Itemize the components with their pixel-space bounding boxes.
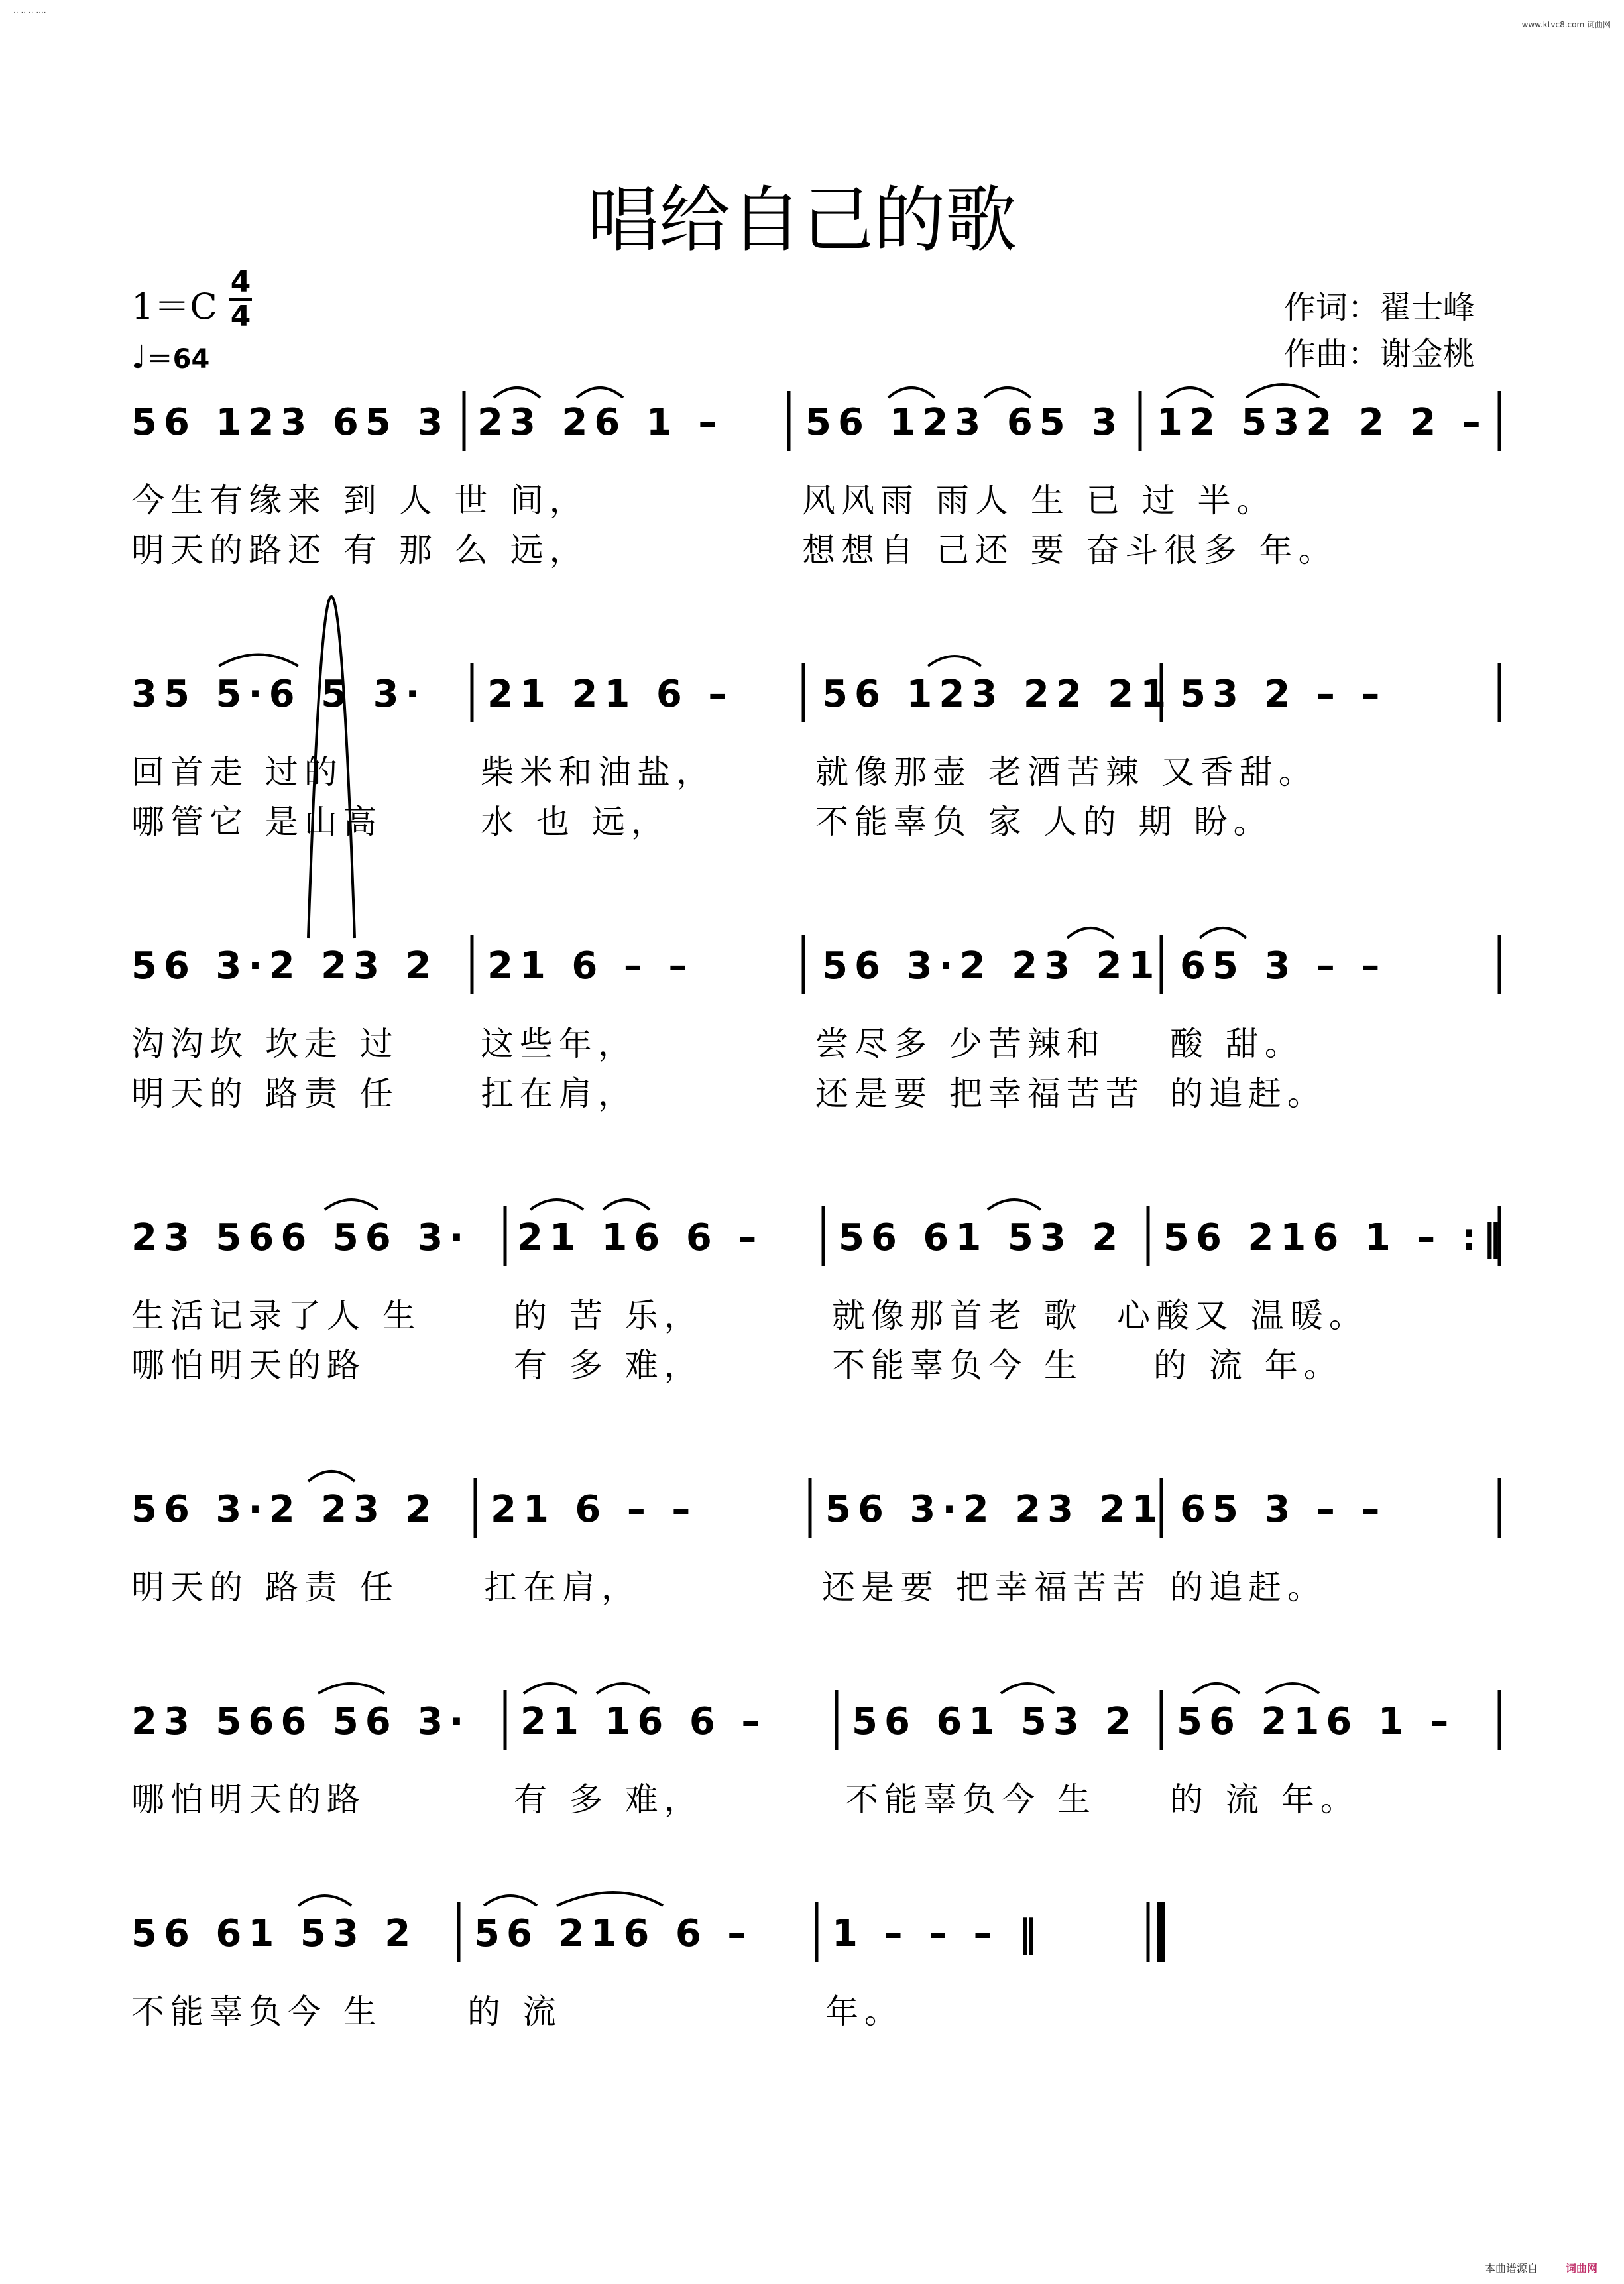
system-3-measure-4: 65 3 – – bbox=[1180, 944, 1387, 988]
system-5-measure-3: 56 3·2 23 21 bbox=[825, 1488, 1165, 1531]
system-5-lyrics-a3: 还是要 把幸福苦苦 bbox=[822, 1568, 1151, 1607]
system-2-lyrics-b1: 哪管它 是山高 bbox=[131, 803, 382, 841]
system-3-measure-2: 21 6 – – bbox=[487, 944, 694, 988]
system-3-measure-3: 56 3·2 23 21 bbox=[822, 944, 1161, 988]
system-5-lyrics-a4: 的追赶。 bbox=[1170, 1568, 1326, 1607]
system-4-measure-4: 56 216 1 – :‖ bbox=[1163, 1216, 1509, 1259]
system-7-lyrics-a3: 年。 bbox=[825, 1992, 903, 2031]
system-2-measure-2: 21 21 6 – bbox=[487, 673, 734, 716]
system-6-lyrics-a2: 有 多 难， bbox=[514, 1780, 703, 1819]
system-2-lyrics-b2: 水 也 远， bbox=[481, 803, 670, 841]
system-2-measure-3: 56 123 22 21 bbox=[822, 673, 1173, 716]
time-signature-bottom: 4 bbox=[230, 300, 251, 333]
system-4-lyrics-a3: 就像那首老 歌 bbox=[832, 1296, 1083, 1335]
system-3-lyrics-a3: 尝尽多 少苦辣和 bbox=[815, 1025, 1106, 1063]
system-3-lyrics-a1: 沟沟坎 坎走 过 bbox=[131, 1025, 399, 1063]
system-3-lyrics-b3: 还是要 把幸福苦苦 bbox=[815, 1074, 1145, 1113]
system-2-lyrics-a3: 就像那壶 老酒苦辣 又香甜。 bbox=[815, 753, 1318, 791]
key-signature: 1＝C bbox=[131, 286, 217, 327]
system-7-measure-1: 56 61 53 2 bbox=[131, 1912, 418, 1955]
system-5-lyrics-a2: 扛在肩， bbox=[484, 1568, 640, 1607]
system-6-lyrics-a3: 不能辜负今 生 bbox=[845, 1780, 1096, 1819]
system-1-measure-4: 12 532 2 2 – bbox=[1157, 401, 1487, 444]
system-3-lyrics-b4: 的追赶。 bbox=[1170, 1074, 1326, 1113]
system-4-measure-3: 56 61 53 2 bbox=[839, 1216, 1125, 1259]
tiny-header-right: www.ktvc8.com 词曲网 bbox=[1521, 20, 1611, 29]
system-5-measure-2: 21 6 – – bbox=[491, 1488, 697, 1531]
system-4-measure-2: 21 16 6 – bbox=[517, 1216, 764, 1259]
system-6-lyrics-a1: 哪怕明天的路 bbox=[131, 1780, 366, 1819]
footer-source-text: 本曲谱源自 bbox=[1484, 2262, 1538, 2275]
system-2-measure-4: 53 2 – – bbox=[1180, 673, 1387, 716]
system-7-measure-2: 56 216 6 – bbox=[474, 1912, 753, 1955]
system-7-measure-3: 1 – – – ‖ bbox=[832, 1912, 1043, 1955]
lyricist-credit: 作词：翟士峰 bbox=[1283, 289, 1475, 326]
system-1-measure-3: 56 123 65 3 bbox=[805, 401, 1124, 444]
system-2-lyrics-a2: 柴米和油盐， bbox=[481, 753, 715, 791]
system-4-measure-1: 23 566 56 3· bbox=[131, 1216, 471, 1259]
system-1-measure-2: 23 26 1 – bbox=[477, 401, 724, 444]
tiny-header-left: ·· ·· ·· ···· bbox=[13, 8, 46, 17]
system-4-lyrics-b2: 有 多 难， bbox=[514, 1346, 703, 1385]
system-4-lyrics-b3: 不能辜负今 生 bbox=[832, 1346, 1083, 1385]
system-3-lyrics-a4: 酸 甜。 bbox=[1170, 1025, 1304, 1063]
system-6-measure-4: 56 216 1 – bbox=[1177, 1700, 1456, 1743]
slurs bbox=[219, 384, 1319, 1906]
system-2-lyrics-a1: 回首走 过的 bbox=[131, 753, 343, 791]
time-signature-top: 4 bbox=[230, 265, 251, 299]
system-3-lyrics-b1: 明天的 路责 任 bbox=[131, 1074, 399, 1113]
system-1-lyrics-a1: 今生有缘来 到 人 世 间， bbox=[131, 481, 589, 520]
system-7-lyrics-a2: 的 流 bbox=[467, 1992, 562, 2031]
system-6-measure-2: 21 16 6 – bbox=[520, 1700, 767, 1743]
system-2-lyrics-b3: 不能辜负 家 人的 期 盼。 bbox=[815, 803, 1273, 841]
system-5-measure-4: 65 3 – – bbox=[1180, 1488, 1387, 1531]
system-4-lyrics-a4: 心酸又 温暖。 bbox=[1117, 1296, 1368, 1335]
system-5-lyrics-a1: 明天的 路责 任 bbox=[131, 1568, 399, 1607]
system-1-measure-1: 56 123 65 3 bbox=[131, 401, 450, 444]
system-6-measure-1: 23 566 56 3· bbox=[131, 1700, 471, 1743]
system-3-measure-1: 56 3·2 23 2 bbox=[131, 944, 438, 988]
song-title: 唱给自己的歌 bbox=[587, 179, 1017, 262]
quarter-note-icon: ♩ bbox=[131, 339, 146, 376]
system-4-lyrics-b4: 的 流 年。 bbox=[1153, 1346, 1343, 1385]
system-5-measure-1: 56 3·2 23 2 bbox=[131, 1488, 438, 1531]
system-2-measure-1: 35 5·6 5 3· bbox=[131, 673, 426, 716]
system-1-lyrics-b1: 明天的路还 有 那 么 远， bbox=[131, 531, 589, 569]
tempo-value: ＝64 bbox=[146, 344, 210, 374]
composer-credit: 作曲：谢金桃 bbox=[1283, 335, 1475, 372]
system-3-lyrics-a2: 这些年， bbox=[481, 1025, 637, 1063]
system-3-lyrics-b2: 扛在肩， bbox=[481, 1074, 637, 1113]
system-1-lyrics-a2: 风风雨 雨人 生 已 过 半。 bbox=[802, 481, 1276, 520]
footer-brand-link[interactable]: 词曲网 bbox=[1565, 2262, 1597, 2275]
system-4-lyrics-a1: 生活记录了人 生 bbox=[131, 1296, 422, 1335]
system-6-measure-3: 56 61 53 2 bbox=[852, 1700, 1138, 1743]
system-4-lyrics-b1: 哪怕明天的路 bbox=[131, 1346, 366, 1385]
system-1-lyrics-b2: 想想自 己还 要 奋斗很多 年。 bbox=[802, 531, 1338, 569]
system-4-lyrics-a2: 的 苦 乐， bbox=[514, 1296, 703, 1335]
system-7-lyrics-a1: 不能辜负今 生 bbox=[131, 1992, 382, 2031]
system-6-lyrics-a4: 的 流 年。 bbox=[1170, 1780, 1360, 1819]
